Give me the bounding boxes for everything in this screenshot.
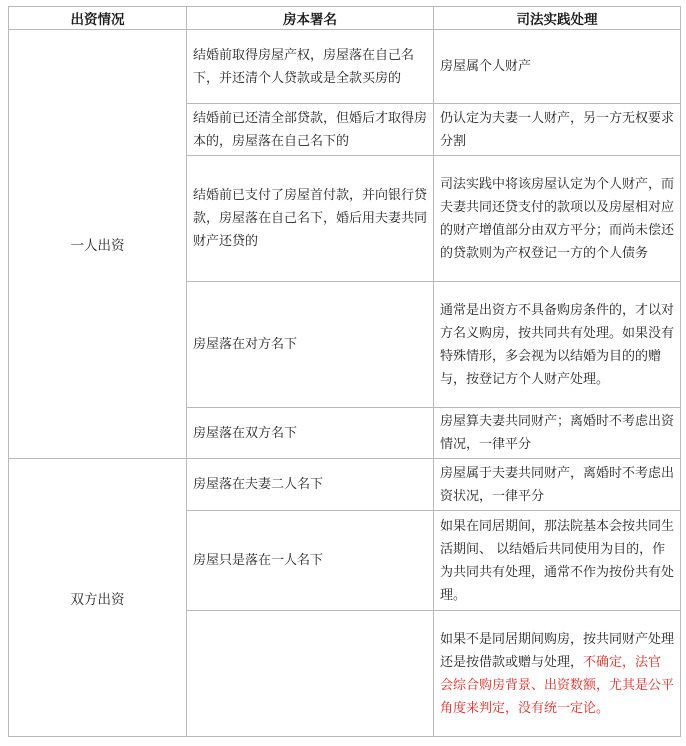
treatment-text: 如果不是同居期间购房，按共同财产处理还是按借款或赠与处理， [440, 631, 675, 670]
treatment-emphasis-text: 不确定，法官会综合购房背景、出资数额，尤其是公平角度来判定，没有统一定论。 [440, 654, 675, 716]
header-funding: 出资情况 [9, 7, 187, 30]
treatment-cell: 通常是出资方不具备购房条件的，才以对方名义购房，按共同共有处理。如果没有特殊情形，多会视为以结婚为目的的赠与，按登记方个人财产处理。 [434, 282, 681, 408]
deed-cell: 结婚前已还清全部贷款，但婚后才取得房本的，房屋落在自己名下的 [187, 104, 434, 156]
group-single-funding: 一人出资 [9, 30, 187, 459]
deed-cell: 结婚前取得房屋产权，房屋落在自己名下，并还清个人贷款或是全款买房的 [187, 30, 434, 104]
deed-cell: 房屋只是落在一人名下 [187, 511, 434, 611]
deed-cell: 房屋落在双方名下 [187, 408, 434, 459]
deed-cell: 房屋落在对方名下 [187, 282, 434, 408]
deed-cell: 结婚前已支付了房屋首付款，并向银行贷款，房屋落在自己名下，婚后用夫妻共同财产还贷的 [187, 156, 434, 282]
deed-cell: 房屋落在夫妻二人名下 [187, 459, 434, 511]
treatment-cell: 仍认定为夫妻一人财产，另一方无权要求分割 [434, 104, 681, 156]
header-row [9, 7, 681, 30]
treatment-cell: 房屋算夫妻共同财产；离婚时不考虑出资情况，一律平分 [434, 408, 681, 459]
treatment-cell [434, 611, 681, 737]
treatment-cell: 房屋属个人财产 [434, 30, 681, 104]
treatment-cell: 如果在同居期间，那法院基本会按共同生活期间、 以结婚后共同使用为目的，作为共同共有处理，通常不作为按份共有处理。 [434, 511, 681, 611]
header-deed: 房本署名 [187, 7, 434, 30]
table-row [9, 30, 681, 104]
group-both-funding: 双方出资 [9, 459, 187, 737]
treatment-cell: 房屋属于夫妻共同财产，离婚时不考虑出资状况，一律平分 [434, 459, 681, 511]
deed-cell [187, 611, 434, 737]
treatment-cell: 司法实践中将该房屋认定为个人财产，而夫妻共同还贷支付的款项以及房屋相对应的财产增值部分由双方平分；而尚未偿还的贷款则为产权登记一方的个人债务 [434, 156, 681, 282]
legal-treatment-table [8, 6, 681, 737]
header-treatment: 司法实践处理 [434, 7, 681, 30]
table-row [9, 459, 681, 511]
